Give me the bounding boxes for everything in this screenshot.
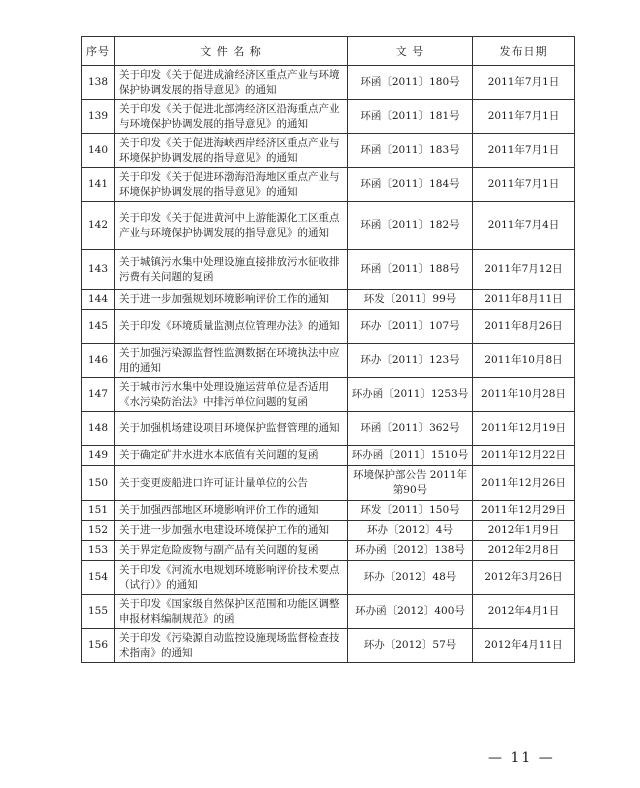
- document-number: 环办〔2011〕107号: [348, 310, 473, 344]
- header-docnum: 文 号: [348, 37, 473, 66]
- document-title: 关于印发《关于促进黄河中上游能源化工区重点产业与环境保护协调发展的指导意见》的通知: [115, 202, 348, 250]
- table-row: [82, 378, 575, 412]
- document-number: 环函〔2011〕362号: [348, 412, 473, 446]
- row-number: 141: [82, 168, 115, 202]
- row-number: 153: [82, 541, 115, 561]
- document-title: 关于加强机场建设项目环境保护监督管理的通知: [115, 412, 348, 446]
- table-body: [82, 66, 575, 663]
- table-row: [82, 168, 575, 202]
- publish-date: 2011年7月12日: [473, 250, 575, 290]
- publish-date: 2011年7月1日: [473, 168, 575, 202]
- document-number: 环发〔2011〕99号: [348, 290, 473, 310]
- document-number: 环办〔2012〕48号: [348, 561, 473, 595]
- table-row: [82, 501, 575, 521]
- table-row: [82, 466, 575, 501]
- table-row: [82, 100, 575, 134]
- row-number: 145: [82, 310, 115, 344]
- document-title: 关于印发《河流水电规划环境影响评价技术要点（试行）》的通知: [115, 561, 348, 595]
- row-number: 149: [82, 446, 115, 466]
- document-number: 环办〔2012〕4号: [348, 521, 473, 541]
- document-number: 环函〔2011〕188号: [348, 250, 473, 290]
- row-number: 154: [82, 561, 115, 595]
- document-number: 环办函〔2012〕138号: [348, 541, 473, 561]
- header-title: 文 件 名 称: [115, 37, 348, 66]
- document-title: 关于印发《环境质量监测点位管理办法》的通知: [115, 310, 348, 344]
- document-title: 关于印发《国家级自然保护区范围和功能区调整申报材料编制规范》的函: [115, 595, 348, 629]
- document-title: 关于加强西部地区环境影响评价工作的通知: [115, 501, 348, 521]
- publish-date: 2011年12月29日: [473, 501, 575, 521]
- publish-date: 2011年8月11日: [473, 290, 575, 310]
- document-number: 环函〔2011〕181号: [348, 100, 473, 134]
- table-row: [82, 561, 575, 595]
- row-number: 156: [82, 629, 115, 663]
- publish-date: 2011年7月1日: [473, 100, 575, 134]
- document-title: 关于变更废船进口许可证计量单位的公告: [115, 466, 348, 501]
- document-title: 关于进一步加强水电建设环境保护工作的通知: [115, 521, 348, 541]
- header-date: 发布日期: [473, 37, 575, 66]
- publish-date: 2011年10月8日: [473, 344, 575, 378]
- document-title: 关于印发《污染源自动监控设施现场监督检查技术指南》的通知: [115, 629, 348, 663]
- document-number: 环发〔2011〕150号: [348, 501, 473, 521]
- publish-date: 2011年8月26日: [473, 310, 575, 344]
- publish-date: 2012年3月26日: [473, 561, 575, 595]
- publish-date: 2011年7月1日: [473, 66, 575, 100]
- table-row: [82, 202, 575, 250]
- document-title: 关于印发《关于促进环渤海沿海地区重点产业与环境保护协调发展的指导意见》的通知: [115, 168, 348, 202]
- row-number: 147: [82, 378, 115, 412]
- document-number: 环函〔2011〕180号: [348, 66, 473, 100]
- document-title: 关于加强污染源监督性监测数据在环境执法中应用的通知: [115, 344, 348, 378]
- page-number: — 11 —: [488, 750, 555, 766]
- row-number: 155: [82, 595, 115, 629]
- table-row: [82, 541, 575, 561]
- document-number: 环函〔2011〕184号: [348, 168, 473, 202]
- table-row: [82, 290, 575, 310]
- publish-date: 2012年1月9日: [473, 521, 575, 541]
- table-row: [82, 446, 575, 466]
- document-title: 关于确定矿井水进水本底值有关问题的复函: [115, 446, 348, 466]
- document-title: 关于印发《关于促进北部湾经济区沿海重点产业与环境保护协调发展的指导意见》的通知: [115, 100, 348, 134]
- row-number: 144: [82, 290, 115, 310]
- publish-date: 2012年2月8日: [473, 541, 575, 561]
- table-row: [82, 310, 575, 344]
- document-number: 环办〔2011〕123号: [348, 344, 473, 378]
- document-title: 关于城市污水集中处理设施运营单位是否适用《水污染防治法》中排污单位问题的复函: [115, 378, 348, 412]
- publish-date: 2012年4月11日: [473, 629, 575, 663]
- document-number: 环函〔2011〕183号: [348, 134, 473, 168]
- table-row: [82, 629, 575, 663]
- table-row: [82, 66, 575, 100]
- row-number: 138: [82, 66, 115, 100]
- table-row: [82, 595, 575, 629]
- table-header-row: [82, 37, 575, 66]
- publish-date: 2011年7月4日: [473, 202, 575, 250]
- document-table: [81, 36, 575, 663]
- row-number: 152: [82, 521, 115, 541]
- row-number: 139: [82, 100, 115, 134]
- document-title: 关于进一步加强规划环境影响评价工作的通知: [115, 290, 348, 310]
- document-number: 环函〔2011〕182号: [348, 202, 473, 250]
- document-number: 环办函〔2012〕400号: [348, 595, 473, 629]
- row-number: 140: [82, 134, 115, 168]
- document-title: 关于界定危险废物与副产品有关问题的复函: [115, 541, 348, 561]
- publish-date: 2011年10月28日: [473, 378, 575, 412]
- publish-date: 2011年12月22日: [473, 446, 575, 466]
- row-number: 143: [82, 250, 115, 290]
- row-number: 142: [82, 202, 115, 250]
- table-row: [82, 134, 575, 168]
- row-number: 151: [82, 501, 115, 521]
- document-number: 环办函〔2011〕1510号: [348, 446, 473, 466]
- table-row: [82, 521, 575, 541]
- publish-date: 2011年7月1日: [473, 134, 575, 168]
- publish-date: 2011年12月19日: [473, 412, 575, 446]
- publish-date: 2012年4月1日: [473, 595, 575, 629]
- row-number: 146: [82, 344, 115, 378]
- publish-date: 2011年12月26日: [473, 466, 575, 501]
- document-title: 关于印发《关于促进海峡西岸经济区重点产业与环境保护协调发展的指导意见》的通知: [115, 134, 348, 168]
- table-row: [82, 412, 575, 446]
- document-number: 环办〔2012〕57号: [348, 629, 473, 663]
- row-number: 150: [82, 466, 115, 501]
- header-no: 序号: [82, 37, 115, 66]
- document-title: 关于城镇污水集中处理设施直接排放污水征收排污费有关问题的复函: [115, 250, 348, 290]
- document-number: 环境保护部公告 2011年第90号: [348, 466, 473, 501]
- document-title: 关于印发《关于促进成渝经济区重点产业与环境保护协调发展的指导意见》的通知: [115, 66, 348, 100]
- row-number: 148: [82, 412, 115, 446]
- document-number: 环办函〔2011〕1253号: [348, 378, 473, 412]
- table-row: [82, 344, 575, 378]
- table-row: [82, 250, 575, 290]
